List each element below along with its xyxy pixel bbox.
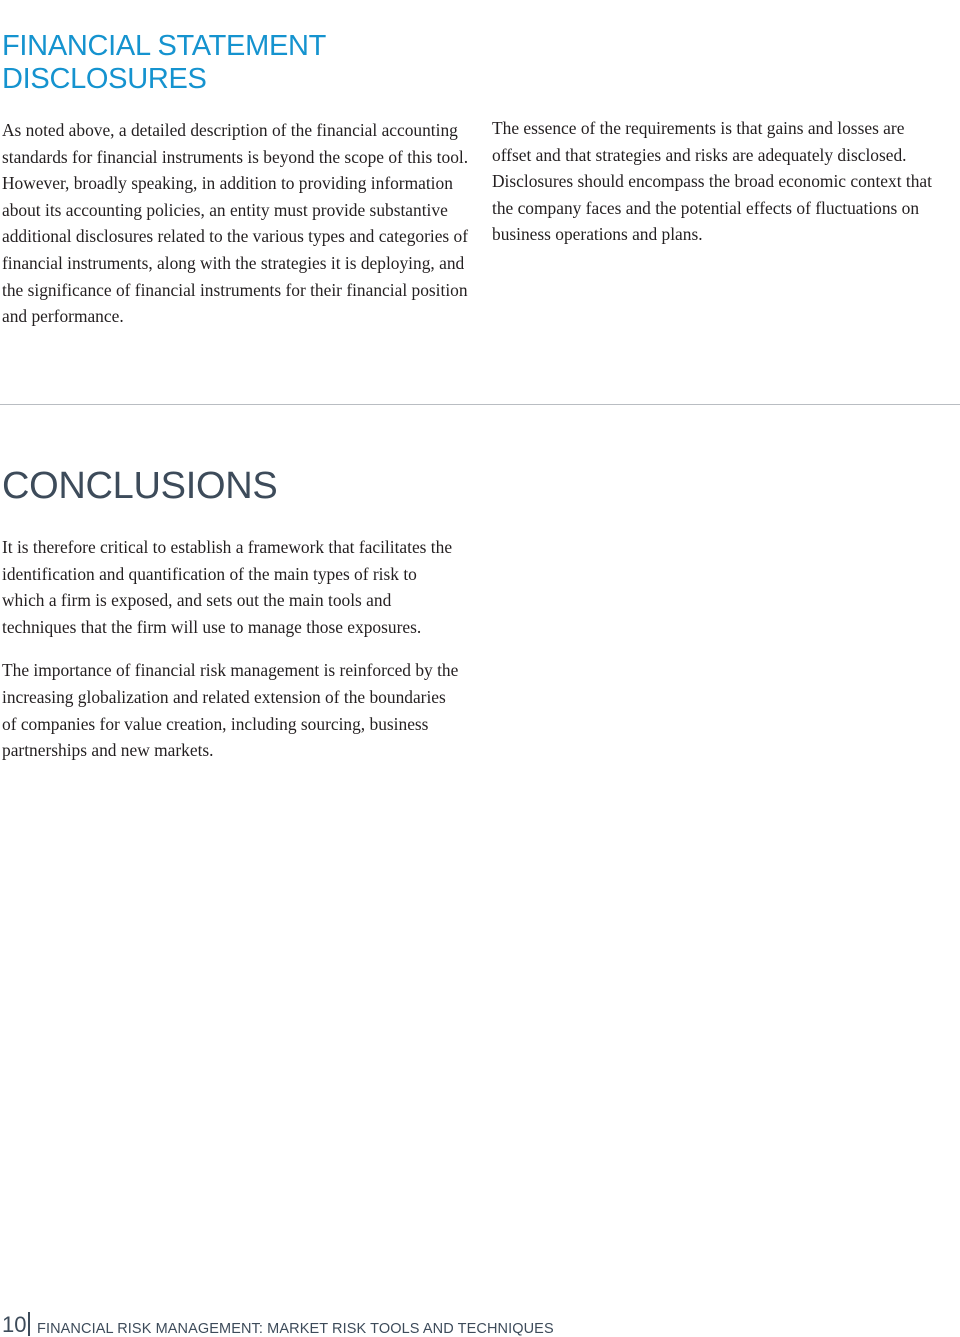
conclusions-column bbox=[2, 534, 462, 764]
footer-divider bbox=[28, 1312, 30, 1336]
disclosures-paragraph-left: As noted above, a detailed description of the financial accounting standards for financial instruments is beyond the scope of this tool. However, broadly speaking, in addition to providing information about its accounting policies, an entity must provide substantive additional disclosures related to the various types and categories of financial instruments, along with the strategies it is deploying, and the significance of financial instruments for their financial position and performance. bbox=[2, 120, 469, 327]
section-title-financial-statement-disclosures bbox=[2, 30, 326, 96]
section-divider bbox=[0, 404, 960, 405]
conclusions-paragraph-2: The importance of financial risk management is reinforced by the increasing globalization and related extension of the boundaries of companies for value creation, including sourcing, business partnerships and new markets. bbox=[2, 660, 459, 761]
section-title-conclusions: CONCLUSIONS bbox=[2, 465, 278, 507]
right-column bbox=[492, 115, 942, 248]
page-footer bbox=[0, 1312, 960, 1336]
page-number: 10 bbox=[2, 1312, 27, 1337]
title-line-1: FINANCIAL STATEMENT bbox=[2, 30, 327, 62]
document-title: FINANCIAL RISK MANAGEMENT: MARKET RISK TOOLS AND TECHNIQUES bbox=[37, 1321, 554, 1337]
left-column bbox=[2, 117, 472, 330]
title-line-2: DISCLOSURES bbox=[2, 63, 207, 95]
disclosures-paragraph-right: The essence of the requirements is that gains and losses are offset and that strategies and risks are adequately disclosed. Disclosures should encompass the broad economic context that the company faces and the potential effects of fluctuations on business operations and plans. bbox=[492, 118, 932, 245]
conclusions-paragraph-1: It is therefore critical to establish a framework that facilitates the identification and quantification of the main types of risk to which a firm is exposed, and sets out the main tools and techniques that the firm will use to manage those exposures. bbox=[2, 537, 453, 637]
